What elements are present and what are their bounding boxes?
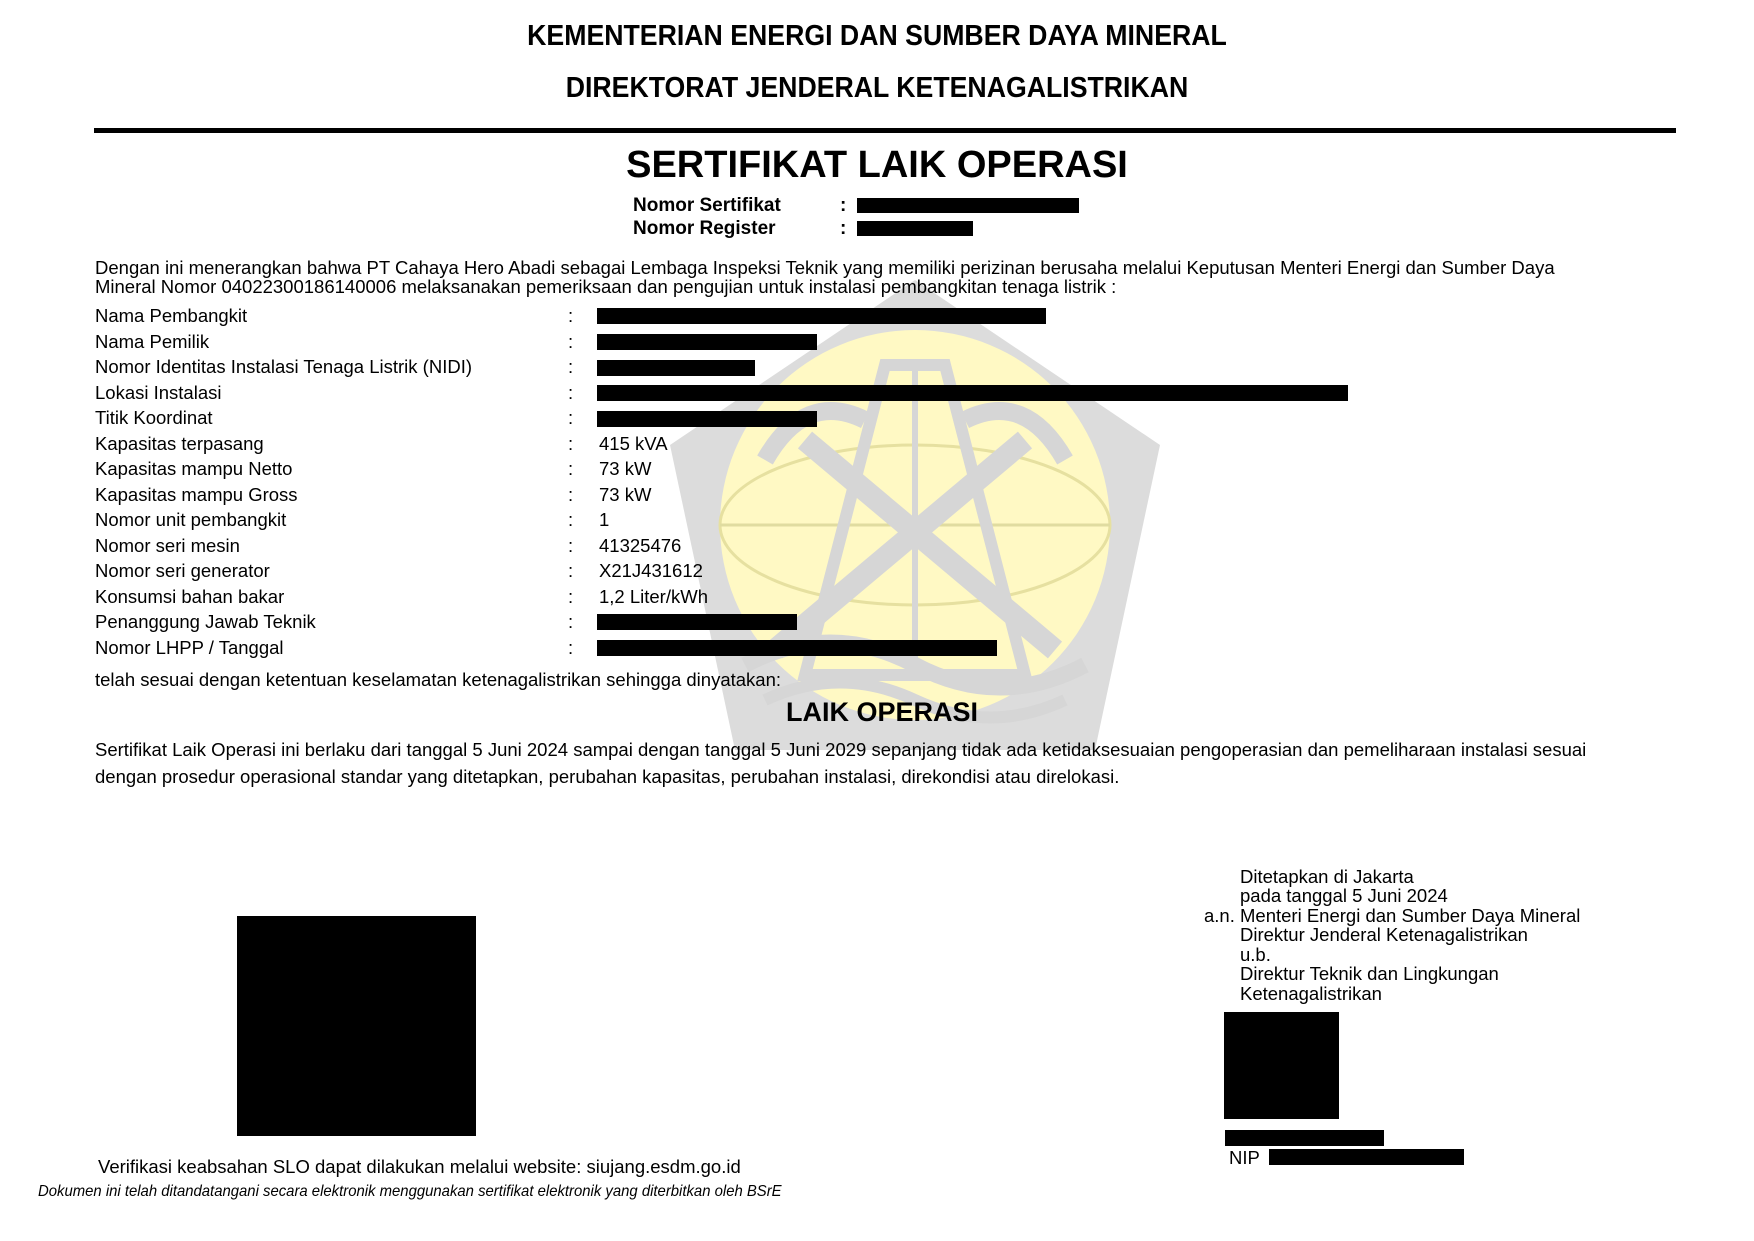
signature-date: pada tanggal 5 Juni 2024 <box>1240 885 1448 906</box>
validity-line-2: dengan prosedur operasional standar yang ditetapkan, perubahan kapasitas, perubahan instalasi, direkondisi atau direlokasi. <box>95 766 1120 787</box>
qr-code-redaction <box>237 916 476 1136</box>
field-colon: : <box>568 433 574 454</box>
field-colon: : <box>568 560 574 581</box>
field-colon: : <box>568 331 574 352</box>
ministry-heading: KEMENTERIAN ENERGI DAN SUMBER DAYA MINERAL <box>527 20 1227 52</box>
nomor-sertifikat-colon: : <box>840 195 847 216</box>
field-redaction-titik-koordinat <box>597 411 817 427</box>
esign-note: Dokumen ini telah ditandatangani secara elektronik menggunakan sertifikat elektronik yang diterbitkan oleh BSrE <box>38 1183 782 1200</box>
field-colon: : <box>568 637 574 658</box>
signature-an: a.n. Menteri Energi dan Sumber Daya Mineral <box>1204 905 1581 926</box>
intro-line-2: Mineral Nomor 04022300186140006 melaksanakan pemeriksaan dan pengujian untuk instalasi pembangkitan tenaga listrik : <box>95 276 1117 297</box>
field-value-kapasitas-netto: 73 kW <box>599 458 652 479</box>
nomor-sertifikat-redaction <box>857 198 1079 213</box>
field-label-nama-pemilik: Nama Pemilik <box>95 331 210 352</box>
field-colon: : <box>568 458 574 479</box>
field-colon: : <box>568 356 574 377</box>
field-label-titik-koordinat: Titik Koordinat <box>95 407 213 428</box>
signature-image-redaction <box>1224 1012 1339 1119</box>
field-colon: : <box>568 509 574 530</box>
signature-title-3: Ketenagalistrikan <box>1240 983 1382 1004</box>
field-label-nidi: Nomor Identitas Instalasi Tenaga Listrik (NIDI) <box>95 356 473 377</box>
nomor-sertifikat-label: Nomor Sertifikat <box>633 195 781 216</box>
verification-note: Verifikasi keabsahan SLO dapat dilakukan melalui website: siujang.esdm.go.id <box>98 1156 741 1177</box>
field-value-konsumsi-bahan-bakar: 1,2 Liter/kWh <box>599 586 708 607</box>
nomor-register-colon: : <box>840 218 847 239</box>
conclusion-lead: telah sesuai dengan ketentuan keselamatan ketenagalistrikan sehingga dinyatakan: <box>95 669 782 690</box>
field-label-seri-mesin: Nomor seri mesin <box>95 535 240 556</box>
field-colon: : <box>568 484 574 505</box>
field-label-nama-pembangkit: Nama Pembangkit <box>95 305 248 326</box>
nomor-register-redaction <box>857 221 973 236</box>
signature-place: Ditetapkan di Jakarta <box>1240 866 1414 887</box>
certificate-title: SERTIFIKAT LAIK OPERASI <box>626 144 1128 186</box>
field-value-nomor-unit: 1 <box>599 509 610 530</box>
signatory-name-redaction <box>1225 1130 1384 1146</box>
field-colon: : <box>568 305 574 326</box>
field-redaction-nama-pemilik <box>597 334 817 350</box>
field-colon: : <box>568 611 574 632</box>
nip-label: NIP <box>1229 1147 1260 1168</box>
laik-operasi-status: LAIK OPERASI <box>785 697 979 727</box>
directorate-heading: DIREKTORAT JENDERAL KETENAGALISTRIKAN <box>565 72 1189 104</box>
signature-ub: u.b. <box>1240 944 1271 965</box>
field-value-seri-mesin: 41325476 <box>599 535 682 556</box>
signature-title-2: Direktur Teknik dan Lingkungan <box>1240 963 1499 984</box>
field-label-kapasitas-terpasang: Kapasitas terpasang <box>95 433 264 454</box>
nomor-register-label: Nomor Register <box>633 218 776 239</box>
field-colon: : <box>568 535 574 556</box>
validity-line-1: Sertifikat Laik Operasi ini berlaku dari tanggal 5 Juni 2024 sampai dengan tanggal 5 Juni 2029 sepanjang tidak ada ketidaksesuaian pengoperasian dan pemeliharaan instalasi sesuai <box>95 739 1587 760</box>
field-redaction-nama-pembangkit <box>597 308 1046 324</box>
field-label-lokasi-instalasi: Lokasi Instalasi <box>95 382 222 403</box>
field-redaction-nidi <box>597 360 755 376</box>
field-redaction-lokasi-instalasi <box>597 385 1348 401</box>
header-divider <box>94 128 1676 133</box>
field-label-kapasitas-gross: Kapasitas mampu Gross <box>95 484 298 505</box>
intro-line-1: Dengan ini menerangkan bahwa PT Cahaya Hero Abadi sebagai Lembaga Inspeksi Teknik yang memiliki perizinan berusaha melalui Keputusan Menteri Energi dan Sumber Daya <box>95 257 1555 278</box>
field-label-seri-generator: Nomor seri generator <box>95 560 270 581</box>
field-redaction-penanggung-jawab <box>597 614 797 630</box>
field-label-kapasitas-netto: Kapasitas mampu Netto <box>95 458 293 479</box>
nip-redaction <box>1269 1149 1464 1165</box>
field-value-kapasitas-terpasang: 415 kVA <box>599 433 668 454</box>
field-redaction-nomor-lhpp <box>597 640 997 656</box>
field-value-kapasitas-gross: 73 kW <box>599 484 652 505</box>
field-colon: : <box>568 382 574 403</box>
signature-title-1: Direktur Jenderal Ketenagalistrikan <box>1240 924 1528 945</box>
field-value-seri-generator: X21J431612 <box>599 560 703 581</box>
field-colon: : <box>568 407 574 428</box>
field-label-penanggung-jawab: Penanggung Jawab Teknik <box>95 611 316 632</box>
field-label-nomor-unit: Nomor unit pembangkit <box>95 509 287 530</box>
field-label-konsumsi-bahan-bakar: Konsumsi bahan bakar <box>95 586 285 607</box>
field-colon: : <box>568 586 574 607</box>
field-label-nomor-lhpp: Nomor LHPP / Tanggal <box>95 637 284 658</box>
